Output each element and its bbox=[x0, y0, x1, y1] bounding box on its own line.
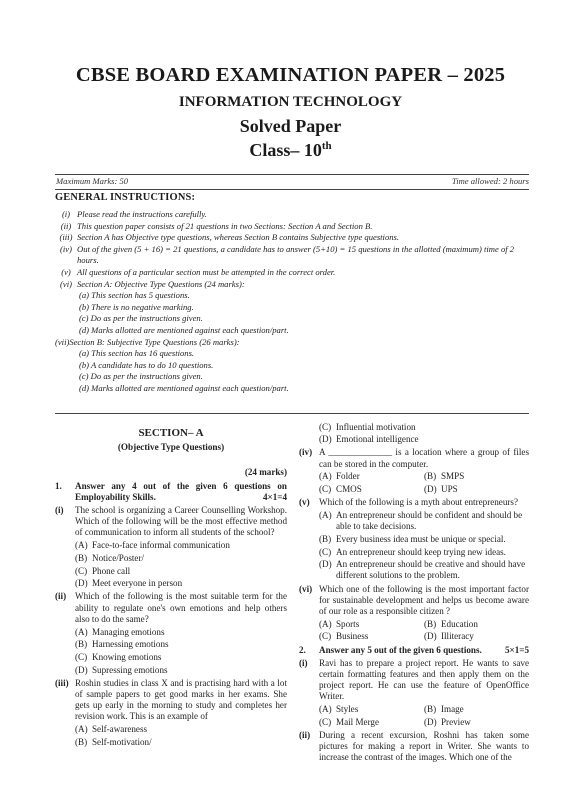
option-letter: (B) bbox=[75, 552, 88, 563]
question-number: (i) bbox=[55, 505, 64, 516]
option-text: An entrepreneur should be confident and should be able to take decisions. bbox=[336, 509, 523, 532]
option-letter: (A) bbox=[75, 540, 88, 551]
question-2 bbox=[299, 645, 529, 656]
option-text: Influential motivation bbox=[336, 421, 416, 432]
instruction-item bbox=[55, 267, 529, 279]
option-text: Illiteracy bbox=[441, 631, 474, 642]
question-number: (v) bbox=[299, 497, 310, 508]
option-text: Mail Merge bbox=[336, 716, 380, 727]
question-1-i bbox=[55, 505, 287, 539]
question-text: Which of the following is a myth about entrepreneurs? bbox=[319, 497, 518, 508]
max-marks: Maximum Marks: 50 bbox=[56, 176, 129, 186]
option bbox=[55, 627, 287, 638]
question-1-v bbox=[299, 497, 529, 508]
question-text: During a recent excursion, Roshni has taken some pictures for making a report in Writer. She wants to increase the contrast of the images. Which one of the bbox=[319, 730, 529, 763]
question-text: A ______________ is a location where a group of files can be stored in the computer. bbox=[319, 447, 529, 469]
option bbox=[319, 484, 424, 495]
option bbox=[55, 578, 287, 589]
option-text: Self-awareness bbox=[92, 724, 148, 735]
section-a-rule: (a) This section has 5 questions. bbox=[79, 290, 190, 301]
option bbox=[319, 471, 424, 482]
subject-title: INFORMATION TECHNOLOGY bbox=[178, 94, 403, 110]
option-text: Folder bbox=[336, 471, 360, 482]
option-letter: (C) bbox=[75, 565, 88, 576]
option bbox=[55, 737, 287, 748]
option-text: Meet everyone in person bbox=[92, 578, 183, 589]
option-text: Sports bbox=[336, 618, 360, 629]
instructions-rule bbox=[55, 413, 529, 414]
question-marks: 4×1=4 bbox=[262, 491, 287, 502]
option-text: CMOS bbox=[336, 484, 362, 495]
option-letter: (A) bbox=[319, 618, 332, 629]
section-b-rule: (a) This section has 16 questions. bbox=[79, 348, 195, 359]
option-text: Supressing emotions bbox=[92, 664, 168, 675]
instruction-vii: (vii)Section B: Subjective Type Questions (26 marks): bbox=[55, 336, 240, 347]
time-allowed: Time allowed: 2 hours bbox=[451, 176, 529, 186]
instructions-title: GENERAL INSTRUCTIONS: bbox=[55, 192, 196, 203]
option bbox=[424, 484, 529, 495]
question-text: Which one of the following is the most important factor for sustainable development and helps us become aware of our role as a responsible citizen ? bbox=[319, 583, 529, 617]
question-text bbox=[75, 481, 287, 503]
option-letter: (D) bbox=[424, 716, 437, 727]
option bbox=[299, 547, 529, 558]
option-text: Phone call bbox=[92, 565, 131, 576]
option-letter: (C) bbox=[319, 546, 332, 557]
option-letter: (D) bbox=[424, 484, 437, 495]
class-label bbox=[0, 140, 581, 161]
question-text: The school is organizing a Career Counselling Workshop. Which of the following will be the most effective method of communication to inform all students of the school? bbox=[75, 505, 287, 538]
instruction-item bbox=[55, 279, 529, 291]
option-text: An entrepreneur should be creative and should have different solutions to the problem. bbox=[336, 559, 526, 581]
question-number: (iii) bbox=[55, 677, 69, 688]
option-row bbox=[299, 619, 529, 630]
option-text: Knowing emotions bbox=[92, 651, 162, 662]
option-text: Image bbox=[441, 704, 464, 715]
question-1 bbox=[55, 481, 287, 503]
section-marks: (24 marks) bbox=[244, 467, 287, 478]
class-sup: th bbox=[321, 140, 332, 152]
option-row bbox=[299, 471, 529, 482]
option bbox=[319, 717, 424, 728]
option-text: Styles bbox=[336, 704, 359, 715]
option-text: Self-motivation/ bbox=[92, 736, 152, 747]
question-body: Answer any 5 out of the given 6 questions. bbox=[319, 644, 482, 655]
option-row bbox=[299, 704, 529, 715]
question-1-vi bbox=[299, 584, 529, 618]
option bbox=[55, 639, 287, 650]
instruction-number: (vi) bbox=[60, 278, 72, 289]
option bbox=[299, 510, 529, 532]
question-marks: 5×1=5 bbox=[504, 644, 529, 655]
right-column bbox=[299, 420, 529, 764]
instruction-text: Out of the given (5 + 16) = 21 questions, a candidate has to answer (5+10) = 15 questions in the allotted (maximum) time of 2 hours. bbox=[77, 243, 515, 266]
option-letter: (A) bbox=[319, 471, 332, 482]
instruction-item bbox=[55, 244, 529, 267]
option-text: UPS bbox=[441, 484, 458, 495]
option-letter: (A) bbox=[319, 704, 332, 715]
option-row bbox=[299, 717, 529, 728]
option-letter: (B) bbox=[424, 704, 437, 715]
class-text: Class– 10 bbox=[249, 140, 322, 160]
option bbox=[55, 553, 287, 564]
section-b-rule: (d) Marks allotted are mentioned against each question/part. bbox=[79, 382, 289, 393]
instruction-text: Please read the instructions carefully. bbox=[77, 209, 207, 219]
section-a-rule: (b) There is no negative marking. bbox=[79, 301, 194, 312]
instruction-item bbox=[55, 209, 529, 221]
option bbox=[299, 422, 529, 433]
instruction-number: (iv) bbox=[60, 243, 72, 254]
option-letter: (C) bbox=[319, 716, 332, 727]
option bbox=[55, 566, 287, 577]
question-number: 1. bbox=[55, 480, 62, 491]
option-text: Harnessing emotions bbox=[92, 639, 169, 650]
top-rule bbox=[55, 174, 529, 175]
option bbox=[55, 665, 287, 676]
option-text: Emotional intelligence bbox=[336, 434, 419, 445]
option-text: Face-to-face informal communication bbox=[92, 540, 230, 551]
option-text: Preview bbox=[441, 716, 471, 727]
question-text: Ravi has to prepare a project report. He wants to save certain formatting features and then apply them on the project report. He can use the feature of OpenOffice Writer. bbox=[319, 657, 529, 702]
question-number: (ii) bbox=[55, 591, 67, 602]
option bbox=[299, 534, 529, 545]
instruction-number: (ii) bbox=[60, 220, 72, 231]
option-letter: (D) bbox=[75, 664, 88, 675]
option bbox=[319, 631, 424, 642]
question-1-iv bbox=[299, 447, 529, 469]
option-text: SMPS bbox=[441, 471, 465, 482]
option bbox=[424, 631, 529, 642]
option bbox=[424, 471, 529, 482]
question-2-i bbox=[299, 658, 529, 703]
paper-title: CBSE BOARD EXAMINATION PAPER – 2025 bbox=[75, 64, 506, 86]
option-letter: (C) bbox=[75, 651, 88, 662]
option-letter: (D) bbox=[75, 578, 88, 589]
question-number: (i) bbox=[299, 657, 308, 668]
question-1-ii bbox=[55, 591, 287, 625]
option-text: Notice/Poster/ bbox=[92, 552, 145, 563]
option-letter: (D) bbox=[424, 631, 437, 642]
instruction-number: (i) bbox=[61, 209, 71, 219]
instruction-number: (v) bbox=[61, 266, 71, 277]
option-letter: (B) bbox=[424, 618, 437, 629]
option bbox=[319, 619, 424, 630]
option-letter: (D) bbox=[319, 559, 332, 570]
instruction-text: All questions of a particular section must be attempted in the correct order. bbox=[77, 266, 336, 277]
option-letter: (C) bbox=[319, 631, 332, 642]
paper-type: Solved Paper bbox=[239, 116, 342, 136]
section-a-rule: (c) Do as per the instructions given. bbox=[79, 313, 203, 324]
option-text: Business bbox=[336, 631, 369, 642]
instruction-text: Section A has Objective type questions, whereas Section B contains Subjective type questions. bbox=[77, 232, 400, 243]
instruction-item bbox=[55, 232, 529, 244]
option-letter: (B) bbox=[319, 533, 332, 544]
option bbox=[319, 704, 424, 715]
option-letter: (C) bbox=[319, 484, 332, 495]
option bbox=[299, 434, 529, 445]
option bbox=[424, 717, 529, 728]
question-text bbox=[319, 645, 529, 656]
question-number: (ii) bbox=[299, 730, 311, 741]
option-letter: (C) bbox=[319, 421, 332, 432]
option-row bbox=[299, 631, 529, 642]
option-text: An entrepreneur should keep trying new ideas. bbox=[336, 546, 506, 557]
option-text: Every business idea must be unique or special. bbox=[336, 533, 506, 544]
option bbox=[299, 559, 529, 581]
section-b-rule: (b) A candidate has to do 10 questions. bbox=[79, 359, 214, 370]
meta-rule bbox=[55, 189, 529, 190]
question-2-ii bbox=[299, 730, 529, 764]
option-letter: (A) bbox=[319, 509, 332, 520]
section-b-rule: (c) Do as per the instructions given. bbox=[79, 371, 203, 382]
left-column bbox=[55, 420, 287, 748]
option-text: Managing emotions bbox=[92, 626, 165, 637]
option bbox=[424, 704, 529, 715]
instruction-text: Section A: Objective Type Questions (24 marks): bbox=[77, 278, 245, 289]
option-letter: (D) bbox=[319, 434, 332, 445]
question-text: Which of the following is the most suitable term for the ability to regulate one's own emotions and help others also to do the same? bbox=[75, 591, 287, 624]
option-letter: (B) bbox=[424, 471, 437, 482]
option bbox=[55, 652, 287, 663]
question-number: (vi) bbox=[299, 583, 313, 594]
question-number: (iv) bbox=[299, 447, 313, 458]
instruction-item bbox=[55, 221, 529, 233]
question-number: 2. bbox=[299, 644, 306, 655]
instruction-number: (iii) bbox=[59, 232, 73, 243]
instructions-list bbox=[55, 209, 529, 395]
option bbox=[55, 540, 287, 551]
question-body: Answer any 4 out of the given 6 questions on Employability Skills. bbox=[75, 480, 287, 502]
section-a-rule: (d) Marks allotted are mentioned against each question/part. bbox=[79, 324, 289, 335]
section-subtitle: (Objective Type Questions) bbox=[117, 442, 225, 453]
question-text: Roshin studies in class X and is practising hard with a lot of sample papers to get good marks in her exams. She gets up early in the morning to study and completes her revision work. This is an example of bbox=[75, 677, 287, 722]
option-letter: (B) bbox=[75, 639, 88, 650]
option-row bbox=[299, 484, 529, 495]
option bbox=[55, 724, 287, 735]
instruction-text: This question paper consists of 21 questions in two Sections: Section A and Section B. bbox=[77, 220, 373, 231]
option-letter: (A) bbox=[75, 626, 88, 637]
question-1-iii bbox=[55, 678, 287, 723]
option-letter: (A) bbox=[75, 724, 88, 735]
option-text: Education bbox=[441, 618, 478, 629]
option-letter: (B) bbox=[75, 736, 88, 747]
option bbox=[424, 619, 529, 630]
section-title: SECTION– A bbox=[138, 427, 204, 439]
